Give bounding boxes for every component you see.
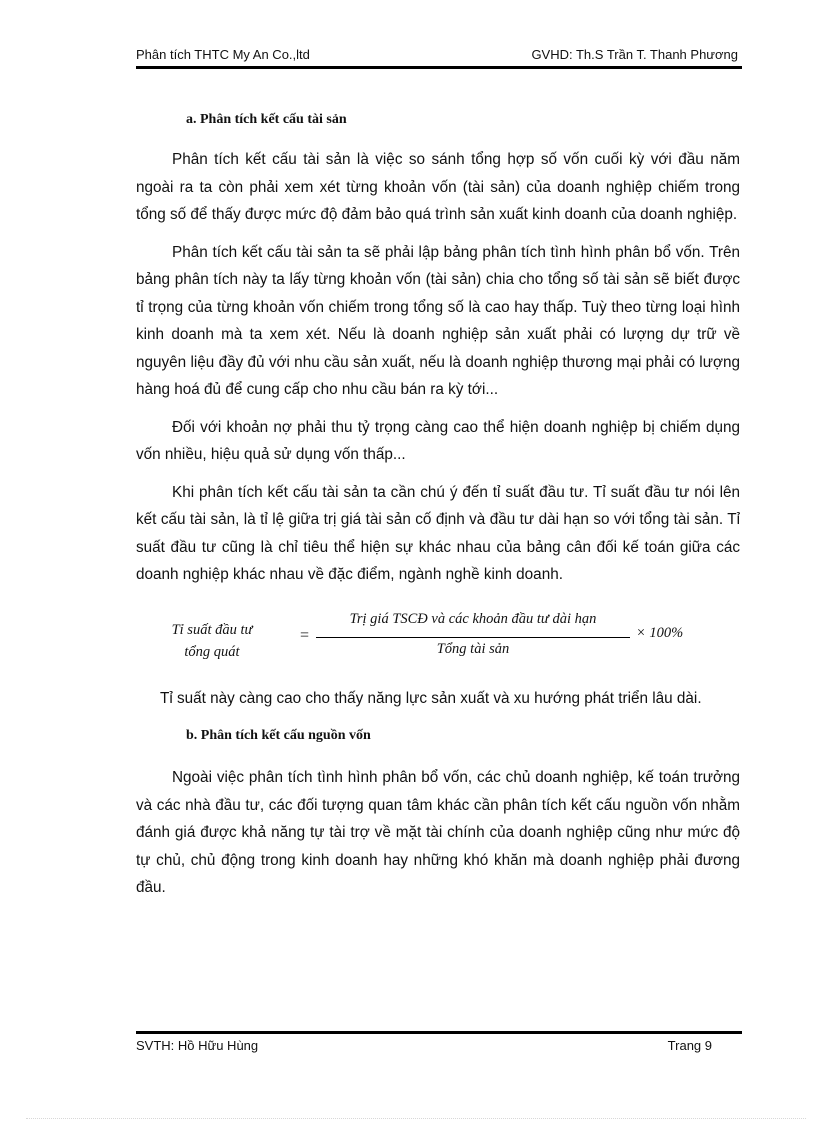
section-a-heading: a. Phân tích kết cấu tài sản xyxy=(186,112,347,127)
formula-equals: = xyxy=(300,626,310,644)
formula-multiplier: × 100% xyxy=(636,624,684,641)
page-number: Trang 9 xyxy=(667,1038,712,1053)
page-header xyxy=(136,44,742,69)
investment-ratio-formula xyxy=(136,611,740,679)
header-advisor: GVHD: Th.S Trần T. Thanh Phương xyxy=(531,47,738,62)
formula-lhs xyxy=(170,619,254,663)
formula-lhs-line2: tổng quát xyxy=(184,643,240,660)
section-b-heading: b. Phân tích kết cấu nguồn vốn xyxy=(186,728,371,743)
paragraph: Khi phân tích kết cấu tài sản ta cần chú ý đến tỉ suất đầu tư. Tỉ suất đầu tư nói lên kết cấu tài sản, là tỉ lệ giữa trị giá tài sản cố định và đầu tư dài hạn so với tổng tài sản. Tỉ suất đầu tư cũng là chỉ tiêu thể hiện sự khác nhau của bảng cân đối kế toán giữa các doanh nghiệp khác nhau về đặc điểm, ngành nghề kinh doanh. xyxy=(136,483,740,583)
paragraph: Ngoài việc phân tích tình hình phân bổ vốn, các chủ doanh nghiệp, kế toán trưởng và các nhà đầu tư, các đối tượng quan tâm khác cần phân tích kết cấu nguồn vốn nhằm đánh giá được khả năng tự tài trợ về mặt tài chính của doanh nghiệp cũng như mức độ tự chủ, chủ động trong kinh doanh hay những khó khăn mà doanh nghiệp phải đương đầu. xyxy=(136,769,740,896)
page-edge-divider xyxy=(26,1118,806,1119)
page-body xyxy=(136,98,740,912)
formula-denominator: Tổng tài sản xyxy=(436,640,510,657)
paragraph: Phân tích kết cấu tài sản là việc so sánh tổng hợp số vốn cuối kỳ với đầu năm ngoài ra ta còn phải xem xét từng khoản vốn (tài sản) của doanh nghiệp chiếm trong tổng số để thấy được mức độ đảm bảo quá trình sản xuất kinh doanh của doanh nghiệp. xyxy=(136,151,740,223)
formula-lhs-line1: Tỉ suất đầu tư xyxy=(171,621,253,638)
header-subject: Phân tích THTC My An Co.,ltd xyxy=(136,47,310,62)
footer-student: SVTH: Hồ Hữu Hùng xyxy=(136,1038,259,1053)
formula-fraction-bar xyxy=(316,637,630,638)
paragraph: Đối với khoản nợ phải thu tỷ trọng càng cao thể hiện doanh nghiệp bị chiếm dụng vốn nhiều, hiệu quả sử dụng vốn thấp... xyxy=(136,418,740,463)
formula-numerator: Trị giá TSCĐ và các khoản đầu tư dài hạn xyxy=(349,610,597,627)
paragraph: Phân tích kết cấu tài sản ta sẽ phải lập bảng phân tích tình hình phân bổ vốn. Trên bảng phân tích này ta lấy từng khoản vốn (tài sản) chia cho tổng số tài sản sẽ biết được tỉ trọng của từng khoản vốn chiếm trong tổng số là cao hay thấp. Tuỳ theo từng loại hình kinh doanh mà ta xem xét. Nếu là doanh nghiệp sản xuất phải có lượng dự trữ về nguyên liệu đầy đủ với nhu cầu sản xuất, nếu là doanh nghiệp thương mại phải có lượng hàng hoá đủ để cung cấp cho nhu cầu bán ra kỳ tới... xyxy=(136,243,740,398)
paragraph: Tỉ suất này càng cao cho thấy năng lực sản xuất và xu hướng phát triển lâu dài. xyxy=(160,689,702,707)
page-footer xyxy=(136,1031,742,1053)
